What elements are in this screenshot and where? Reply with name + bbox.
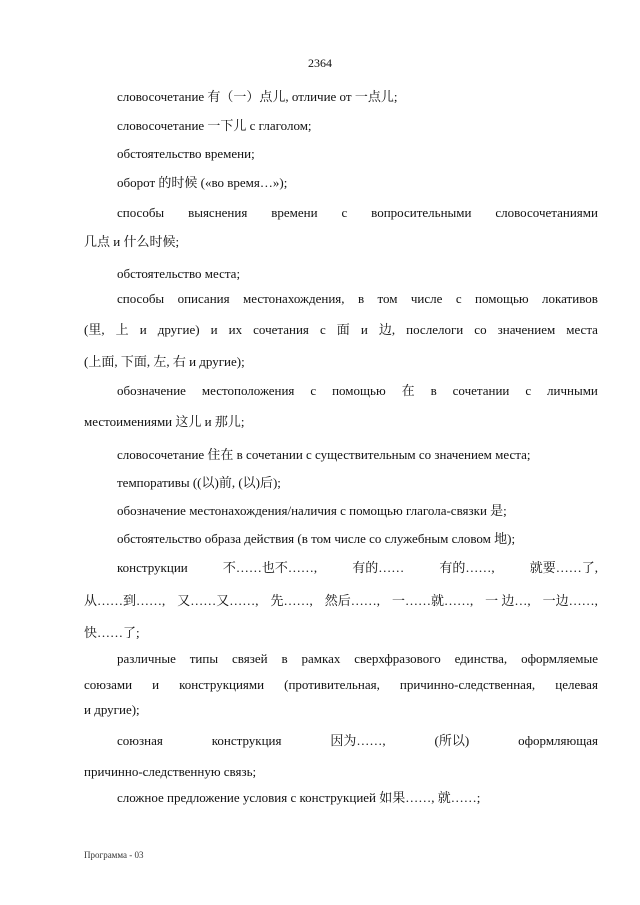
word: и [139, 322, 147, 337]
word: помощью [475, 291, 529, 306]
word: 先……, [270, 593, 313, 608]
text-line: местоимениями 这儿 и 那儿; [84, 414, 245, 429]
word: причинно-следственная, [399, 677, 536, 692]
word: целевая [555, 677, 598, 692]
word: 有的…… [352, 560, 405, 575]
word: (所以) [434, 733, 470, 748]
word: послелоги [406, 322, 464, 337]
text-line: оборот 的时候 («во время…»); [117, 175, 288, 190]
text-line: обстоятельство места; [117, 266, 241, 281]
text-line: словосочетание 有（一）点儿, отличие от 一点儿; [117, 89, 398, 104]
text-line [117, 651, 598, 667]
word: рамках [301, 651, 341, 666]
word: в [281, 651, 288, 666]
word: (里, [84, 322, 105, 337]
word: 面 [336, 322, 350, 337]
text-line: обстоятельство образа действия (в том числе со служебным словом 地); [117, 531, 516, 546]
text-line [117, 291, 598, 307]
word: сочетания [253, 322, 309, 337]
word: числе [410, 291, 443, 306]
word: с [310, 383, 317, 398]
word: различные [117, 651, 176, 666]
word: с [525, 383, 532, 398]
page-number: 2364 [308, 56, 332, 70]
word: 又……又……, [177, 593, 259, 608]
word: и [210, 322, 218, 337]
text-line: темпоративы ((以)前, (以)后); [117, 475, 281, 490]
word: 因为……, [330, 733, 386, 748]
word: 就要……了, [529, 560, 598, 575]
text-line [84, 322, 598, 338]
word: союзами [84, 677, 133, 692]
text-line: обозначение местонахождения/наличия с помощью глагола-связки 是; [117, 503, 507, 518]
word: вопросительными [371, 205, 472, 220]
word: в [430, 383, 437, 398]
word: оформляющая [518, 733, 598, 748]
text-line: причинно-следственную связь; [84, 764, 257, 779]
word: 一 边…, [485, 593, 531, 608]
text-line [117, 733, 598, 749]
word: связей [231, 651, 268, 666]
word: сверхфразового [354, 651, 441, 666]
word: с [319, 322, 326, 337]
word: местонахождения, [243, 291, 345, 306]
text-line: 几点 и 什么时候; [84, 234, 180, 249]
word: сочетании [452, 383, 510, 398]
word: выяснения [188, 205, 248, 220]
word: словосочетаниями [495, 205, 598, 220]
text-line: 快……了; [84, 625, 140, 640]
text-line: обстоятельство времени; [117, 146, 255, 161]
word: помощью [332, 383, 386, 398]
word: с [455, 291, 462, 306]
word: и [152, 677, 160, 692]
word: местоположения [201, 383, 295, 398]
text-line: словосочетание 住在 в сочетании с существительным со значением места; [117, 447, 531, 462]
word: с [341, 205, 348, 220]
word: (противительная, [284, 677, 380, 692]
text-line: (上面, 下面, 左, 右 и другие); [84, 354, 245, 369]
word: конструкции [117, 560, 188, 575]
text-line [117, 383, 598, 399]
word: 有的……, [439, 560, 495, 575]
word: союзная [117, 733, 163, 748]
text-line: сложное предложение условия с конструкцией 如果……, 就……; [117, 790, 481, 805]
word: 不……也不……, [222, 560, 318, 575]
word: типы [189, 651, 219, 666]
word: со [474, 322, 487, 337]
page-footer: Программа - 03 [84, 850, 144, 860]
word: и [360, 322, 368, 337]
word: места [566, 322, 598, 337]
text-line: и другие); [84, 702, 140, 717]
word: конструкциями [179, 677, 265, 692]
word: способы [117, 205, 165, 220]
word: 然后……, [324, 593, 380, 608]
text-line [117, 205, 598, 221]
word: другие) [157, 322, 200, 337]
word: оформляемые [521, 651, 598, 666]
word: личными [547, 383, 598, 398]
text-line [84, 593, 598, 609]
word: описания [177, 291, 230, 306]
word: 一边……, [542, 593, 598, 608]
word: 在 [401, 383, 415, 398]
word: значением [497, 322, 556, 337]
word: их [228, 322, 243, 337]
word: в [357, 291, 365, 306]
word: времени [271, 205, 318, 220]
word: том [377, 291, 398, 306]
word: конструкция [211, 733, 282, 748]
word: обозначение [117, 383, 186, 398]
text-line: словосочетание 一下儿 с глаголом; [117, 118, 312, 133]
word: 上 [115, 322, 129, 337]
word: 边, [378, 322, 396, 337]
text-line [84, 677, 598, 693]
word: единства, [454, 651, 508, 666]
word: способы [117, 291, 165, 306]
text-line [117, 560, 598, 576]
word: 从……到……, [84, 593, 166, 608]
word: локативов [542, 291, 598, 306]
word: 一……就……, [391, 593, 474, 608]
